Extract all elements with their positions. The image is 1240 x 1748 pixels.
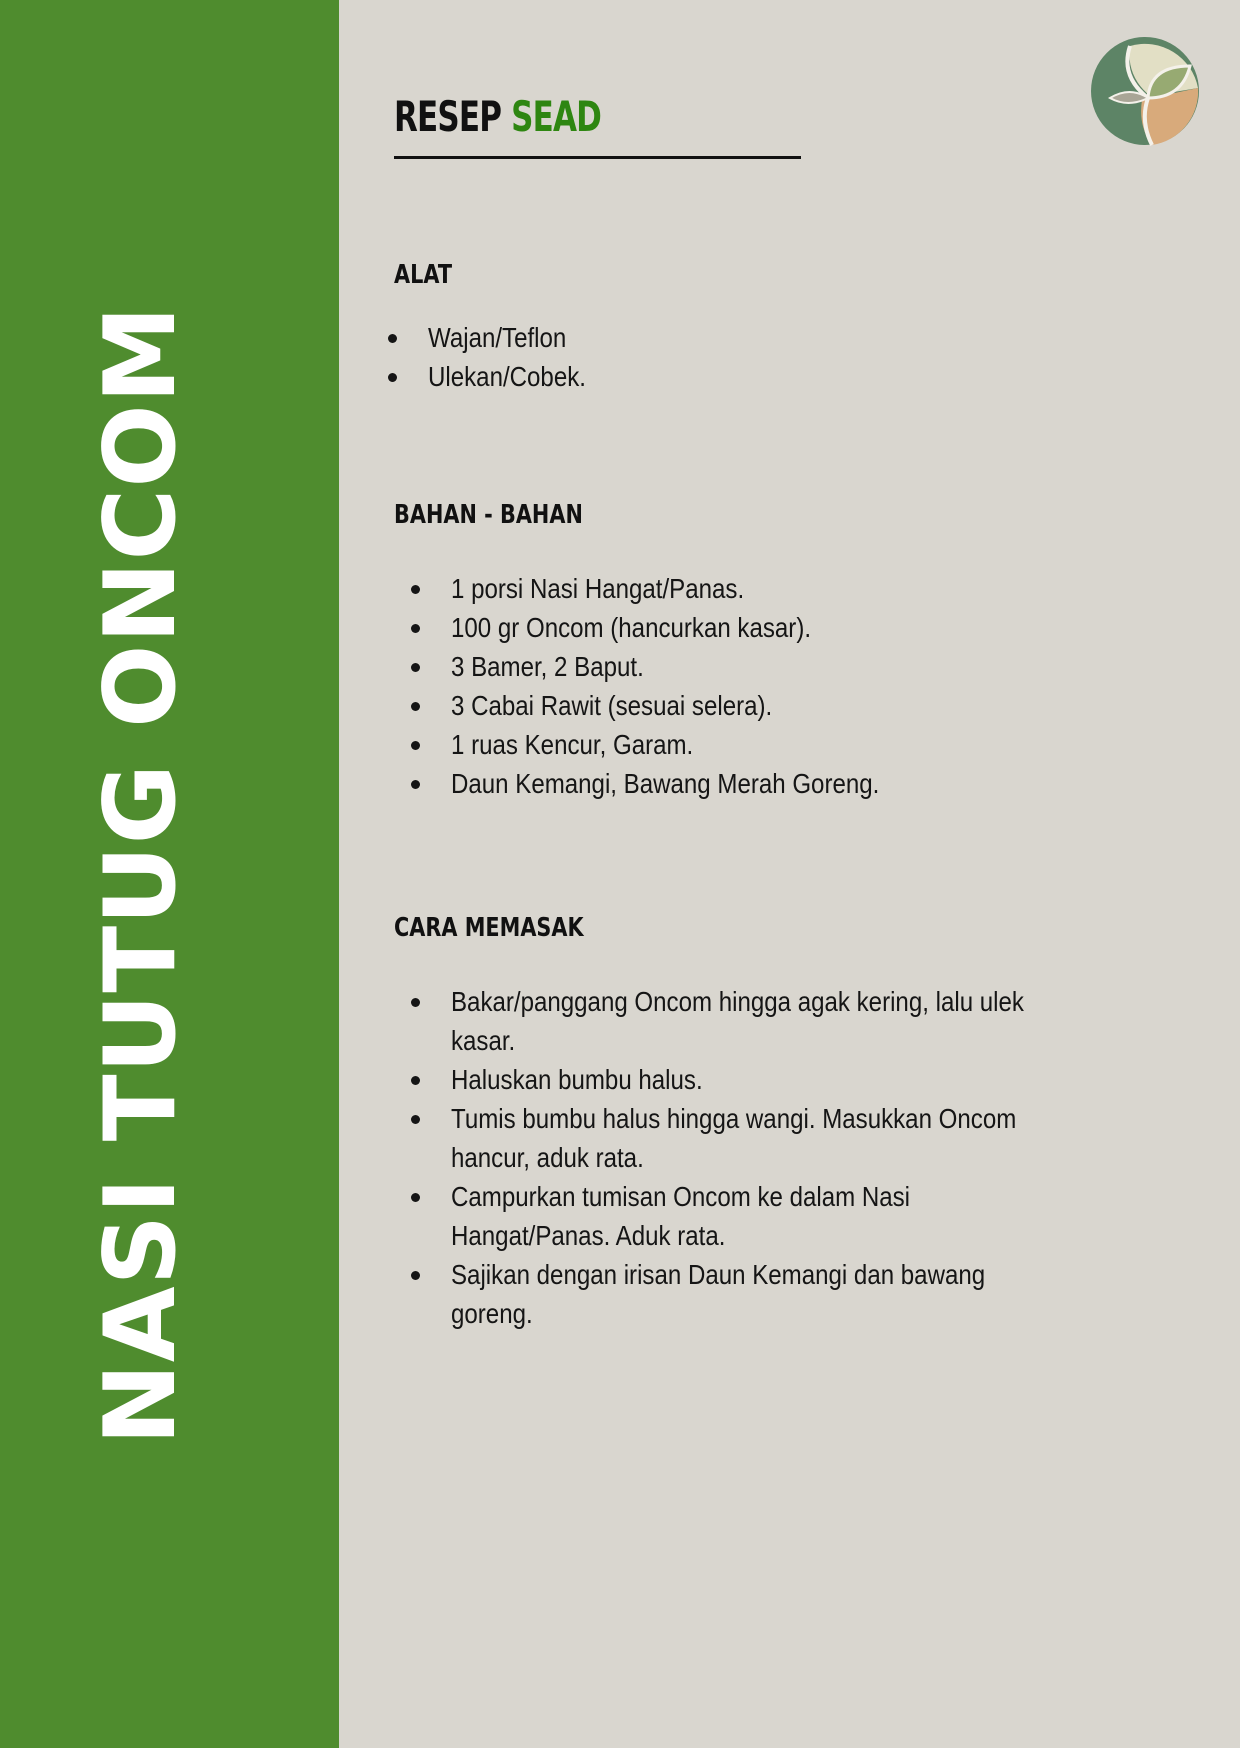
list-item: Bakar/panggang Oncom hingga agak kering, lalu ulek kasar.	[406, 982, 1106, 1060]
list-item: 1 porsi Nasi Hangat/Panas.	[406, 569, 1106, 608]
list-item: Daun Kemangi, Bawang Merah Goreng.	[406, 764, 1106, 803]
bahan-list	[406, 569, 1106, 803]
sidebar-panel	[0, 0, 339, 1748]
list-item: 1 ruas Kencur, Garam.	[406, 725, 1106, 764]
bullet-icon	[411, 1115, 420, 1124]
list-item: 100 gr Oncom (hancurkan kasar).	[406, 608, 1106, 647]
cara-list	[406, 982, 1106, 1333]
list-item: Ulekan/Cobek.	[383, 357, 983, 396]
bahan-heading: BAHAN - BAHAN	[394, 500, 583, 530]
list-item: 3 Cabai Rawit (sesuai selera).	[406, 686, 1106, 725]
list-item: Campurkan tumisan Oncom ke dalam Nasi Hangat/Panas. Aduk rata.	[406, 1177, 1106, 1255]
brand-accent: SEAD	[511, 92, 602, 141]
bullet-icon	[411, 741, 420, 750]
bullet-icon	[411, 998, 420, 1007]
bullet-icon	[388, 334, 397, 343]
list-item: 3 Bamer, 2 Baput.	[406, 647, 1106, 686]
list-item: Tumis bumbu halus hingga wangi. Masukkan Oncom hancur, aduk rata.	[406, 1099, 1106, 1177]
list-item: Haluskan bumbu halus.	[406, 1060, 1106, 1099]
recipe-title: NASI TUTUG ONCOM	[84, 304, 198, 1446]
bullet-icon	[411, 624, 420, 633]
leaf-logo-icon	[1090, 36, 1200, 146]
cara-heading: CARA MEMASAK	[394, 913, 584, 943]
alat-heading: ALAT	[394, 260, 453, 290]
brand-prefix: RESEP	[394, 92, 502, 141]
bullet-icon	[411, 702, 420, 711]
list-item: Wajan/Teflon	[383, 318, 983, 357]
bullet-icon	[411, 780, 420, 789]
bullet-icon	[411, 1271, 420, 1280]
list-item: Sajikan dengan irisan Daun Kemangi dan bawang goreng.	[406, 1255, 1106, 1333]
brand-heading	[394, 92, 601, 141]
bullet-icon	[411, 1193, 420, 1202]
heading-divider	[394, 156, 801, 159]
bullet-icon	[411, 1076, 420, 1085]
bullet-icon	[388, 373, 397, 382]
bullet-icon	[411, 663, 420, 672]
bullet-icon	[411, 585, 420, 594]
alat-list	[383, 318, 983, 396]
